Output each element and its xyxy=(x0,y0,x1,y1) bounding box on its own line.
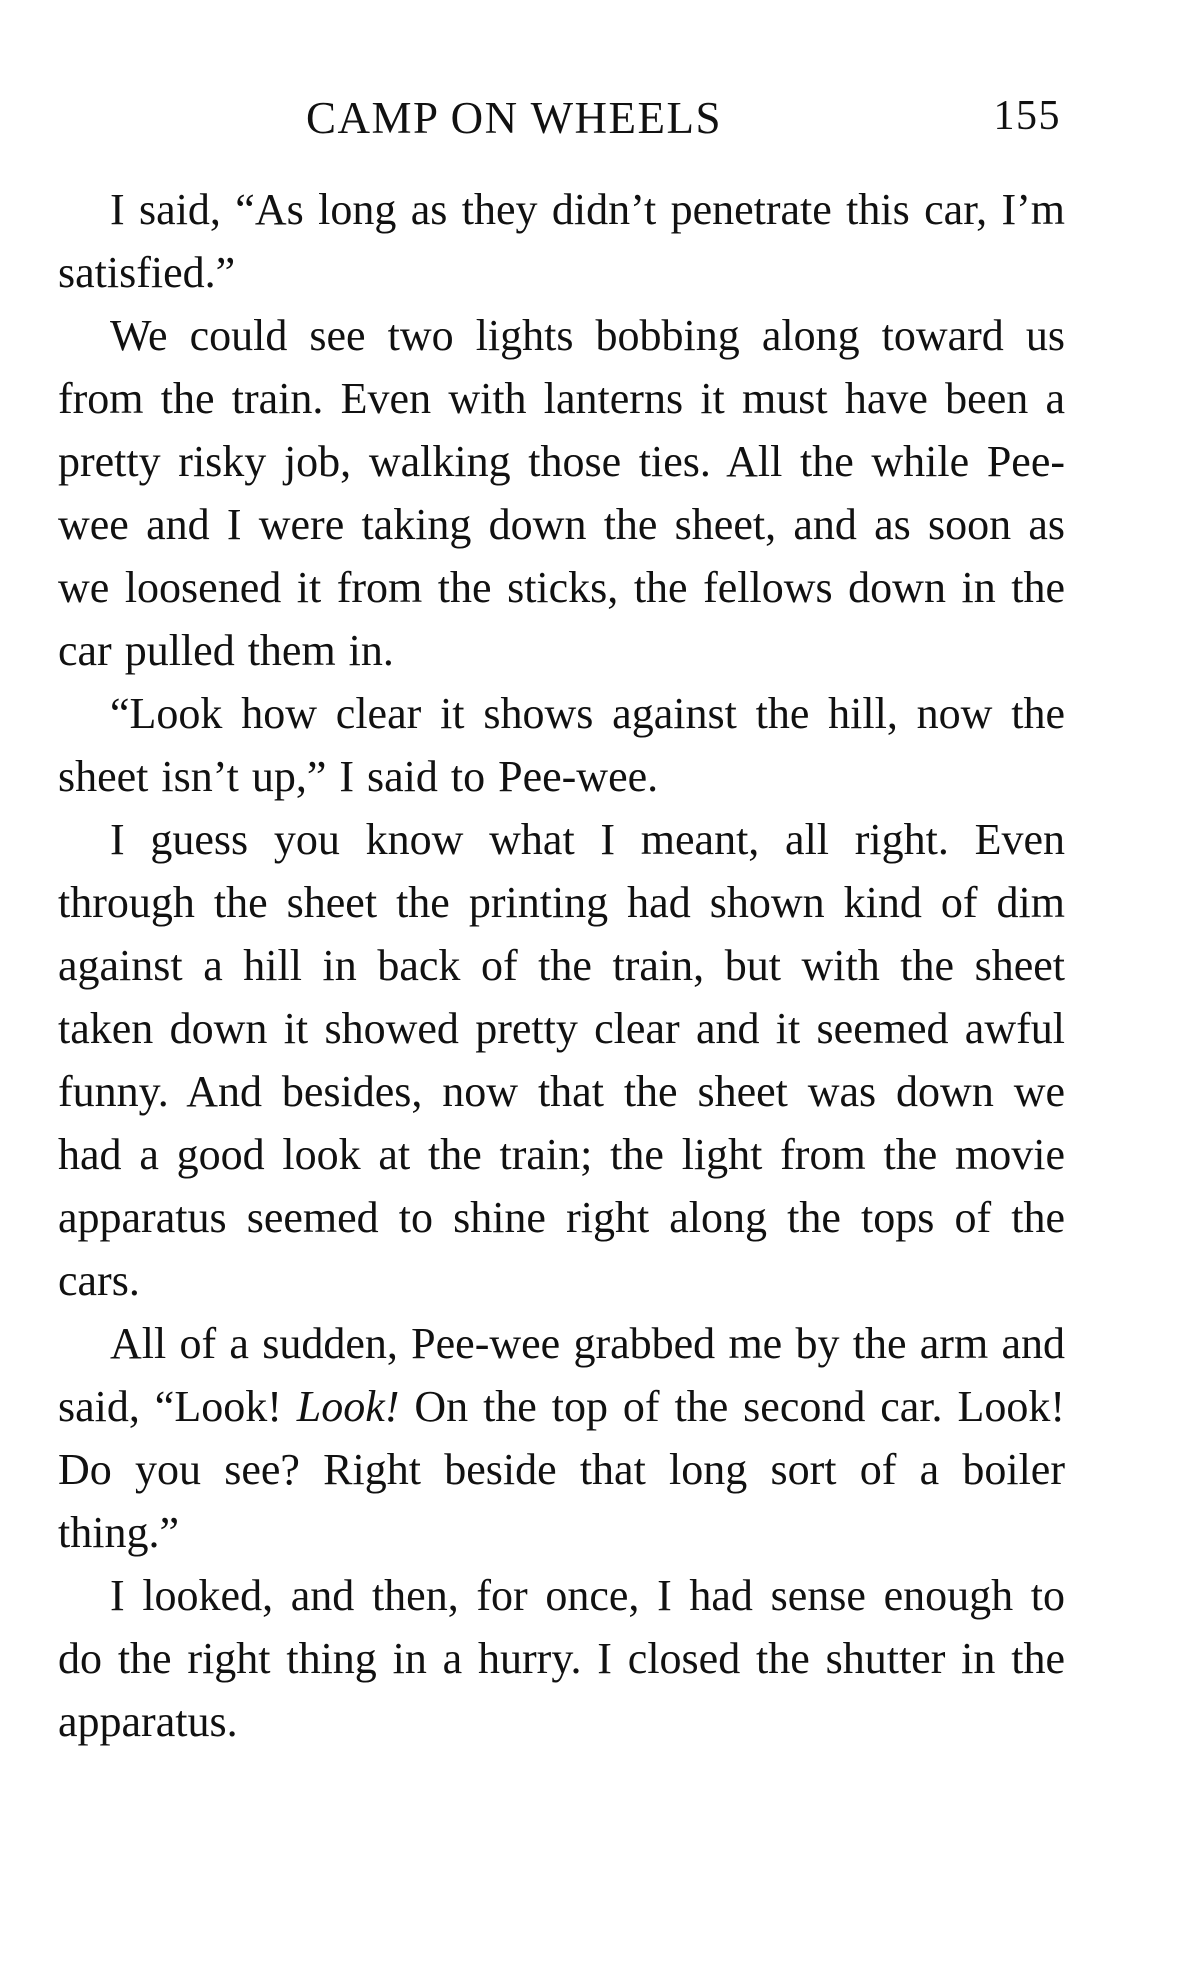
paragraph: We could see two lights bobbing along toward us from the train. Even with lanterns it must have been a pretty risky job, walking those ties. All the while Pee-wee and I were taking down the sheet, and as soon as we loosened it from the sticks, the fellows down in the car pulled them in. xyxy=(58,311,1065,675)
paragraph-text-before: All of a sudden, Pee-wee grabbed me by the arm and said, “Look! xyxy=(58,1319,1065,1431)
paragraph xyxy=(58,1312,1065,1564)
paragraph: I said, “As long as they didn’t penetrate this car, I’m satisfied.” xyxy=(58,185,1065,297)
page-number: 155 xyxy=(993,93,1061,139)
body-text xyxy=(58,178,1065,1753)
paragraph-text-after: On the top of the second car. Look! Do you see? Right beside that long sort of a boiler thing.” xyxy=(58,1382,1066,1557)
running-title: CAMP ON WHEELS xyxy=(306,93,723,143)
paragraph: I guess you know what I meant, all right. Even through the sheet the printing had shown kind of dim against a hill in back of the train, but with the sheet taken down it showed pretty clear and it seemed awful funny. And besides, now that the sheet was down we had a good look at the train; the light from the movie apparatus seemed to shine right along the tops of the cars. xyxy=(58,815,1065,1305)
book-page xyxy=(58,92,1065,1753)
running-head xyxy=(58,92,1065,152)
paragraph: I looked, and then, for once, I had sense enough to do the right thing in a hurry. I closed the shutter in the apparatus. xyxy=(58,1571,1065,1746)
italic-emphasis: Look! xyxy=(296,1382,400,1431)
paragraph: “Look how clear it shows against the hill, now the sheet isn’t up,” I said to Pee-wee. xyxy=(58,689,1065,801)
